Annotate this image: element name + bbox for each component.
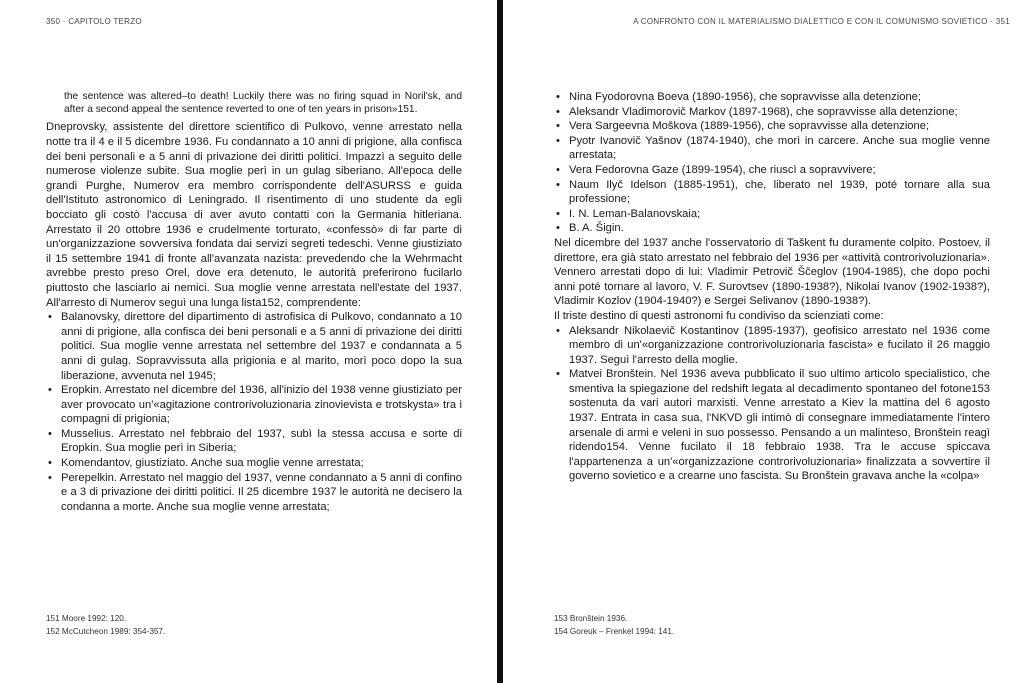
list-item: • Perepelkin. Arrestato nel maggio del 1937, venne condannato a 5 anni di confino e a 3 di privazione dei diritti politici. Il 25 dicembre 1937 le autorità ne decisero la condanna a morte. Anche sua moglie venne arrestata;: [46, 471, 462, 515]
left-footnotes: [46, 612, 165, 638]
list-item: • Pyotr Ivanovič Yašnov (1874-1940), che morì in carcere. Anche sua moglie venne arrestata;: [554, 134, 990, 163]
footnote: 152 McCutcheon 1989: 354-357.: [46, 627, 166, 636]
list-item: • Naum Ilyč Idelson (1885-1951), che, liberato nel 1939, poté tornare alla sua professione;: [554, 178, 990, 207]
list-item: • Aleksandr Nikolaevič Kostantinov (1895-1937), geofisico arrestato nel 1936 come membro di un'«organizzazione controrivoluzionaria fascista» e fucilato il 26 maggio 1937. Seguì l'arresto della moglie.: [554, 324, 990, 368]
list-item: • Musselius. Arrestato nel febbraio del 1937, subì la stessa accusa e sorte di Eropkin. Sua moglie perì in Siberia;: [46, 427, 462, 456]
left-text-block: [46, 90, 462, 514]
list-item: • Eropkin. Arrestato nel dicembre del 1936, all'inizio del 1938 venne giustiziato per aver provocato un'«agitazione controrivoluzionaria zinovievista e trotskysta» tra i compagni di prigionia;: [46, 383, 462, 427]
right-running-header: A CONFRONTO CON IL MATERIALISMO DIALETTICO E CON IL COMUNISMO SOVIETICO · 351: [633, 17, 1010, 26]
right-text-block: [554, 90, 990, 484]
list-item: • Aleksandr Vladimorovič Markov (1897-1968), che sopravvisse alla detenzione;: [554, 105, 990, 120]
right-footnotes: [554, 612, 674, 638]
footnote: 153 Bronštein 1936.: [554, 614, 628, 623]
right-page: [514, 0, 1024, 683]
list-item: • Balanovsky, direttore del dipartimento di astrofisica di Pulkovo, condannato a 10 anni di prigione, alla confisca dei beni personali e a 5 anni di privazione dei diritti politici. Sua moglie venne arrestata nel settembre del 1937 e condannata a 5 anni di gulag. Sopravvissuta alla prigionia e al marito, morì poco dopo la sua liberazione, avvenuta nel 1945;: [46, 310, 462, 383]
paragraph: Il triste destino di questi astronomi fu condiviso da scienziati come:: [554, 309, 884, 322]
arrest-list: [46, 310, 462, 514]
list-item: • Komendantov, giustiziato. Anche sua moglie venne arrestata;: [46, 456, 462, 471]
paragraph: Nel dicembre del 1937 anche l'osservatorio di Taškent fu duramente colpito. Postoev, il direttore, era già stato arrestato nel febbraio del 1936 per «attività controrivoluzionaria». Vennero arrestati dopo di lui: Vladimir Petrovič Ščeglov (1904-1985), che dopo pochi anni poté tornare al lavoro, V. F. Surovtsev (1890-1938?), Nikolai Ivanov (1902-1938?), Vladimir Kozlov (1904-1940?) e Sergei Selivanov (1890-1938?).: [554, 236, 990, 308]
list-item: • I. N. Leman-Balanovskaia;: [554, 207, 990, 222]
block-quote: the sentence was altered–to death! Luckily there was no firing squad in Noril'sk, and after a second appeal the sentence reverted to one of ten years in prison»151.: [64, 91, 462, 116]
paragraph: Dneprovsky, assistente del direttore scientifico di Pulkovo, venne arrestato nella notte tra il 4 e il 5 dicembre 1936. Fu condannato a 10 anni di prigione, alla confisca dei beni personali e a 5 anni di privazione dei diritti politici. Impazzì a seguito delle numerose violenze subite. Sua moglie perì in un gulag siberiano. All'epoca delle grandi Purghe, Numerov era membro corrispondente dell'ASURSS e guida dell'Istituto astronomico di Leningrado. Il risentimento di uno studente da egli bocciato gli costò l'accusa di aver avuto contatti con la Germania hitleriana. Arrestato il 20 ottobre 1936 e crudelmente torturato, «confessò» di far parte di un'organizzazione sovversiva fondata dai servizi segreti tedeschi. Venne giustiziato il 15 settembre 1941 di fronte all'avanzata nazista: prevedendo che la Wehrmacht avrebbe presto preso Orel, dove era detenuto, le autorità preferirono fucilarlo piuttosto che lasciarlo ai nemici. Sua moglie venne arrestata nell'estate del 1937. All'arresto di Numerov seguì una lunga lista152, comprendente:: [46, 121, 462, 309]
book-spine: [488, 0, 514, 683]
footnote: 151 Moore 1992: 120.: [46, 614, 127, 623]
list-item: • B. A. Šigin.: [554, 221, 990, 236]
list-item: • Vera Fedorovna Gaze (1899-1954), che riuscì a sopravvivere;: [554, 163, 990, 178]
left-running-header: 350 · CAPITOLO TERZO: [46, 17, 142, 26]
scientist-list: [554, 324, 990, 485]
left-page: [0, 0, 488, 683]
list-item: • Matvei Bronštein. Nel 1936 aveva pubblicato il suo ultimo articolo specialistico, che smentiva la spiegazione del redshift legata al decadimento spontaneo del fotone153 sostenuta da vari autori marxisti. Venne arrestato a Kiev la mattina del 6 agosto 1937. Entrata in casa sua, l'NKVD gli intimò di consegnare immediatamente l'intero arsenale di armi e veleni in suo possesso. Pensando a un malinteso, Bronštein reagì ridendo154. Venne fucilato il 18 febbraio 1938. Tra le accuse spiccava l'appartenenza a un'«organizzazione controrivoluzionaria» finalizzata a sovvertire il governo sovietico e a crearne uno fascista. Su Bronštein gravava anche la «colpa»: [554, 367, 990, 484]
list-item: • Vera Sargeevna Moškova (1889-1956), che sopravvisse alla detenzione;: [554, 119, 990, 134]
list-item: • Nina Fyodorovna Boeva (1890-1956), che sopravvisse alla detenzione;: [554, 90, 990, 105]
footnote: 154 Goreuk – Frenkel 1994: 141.: [554, 627, 675, 636]
astronomer-list: [554, 90, 990, 236]
